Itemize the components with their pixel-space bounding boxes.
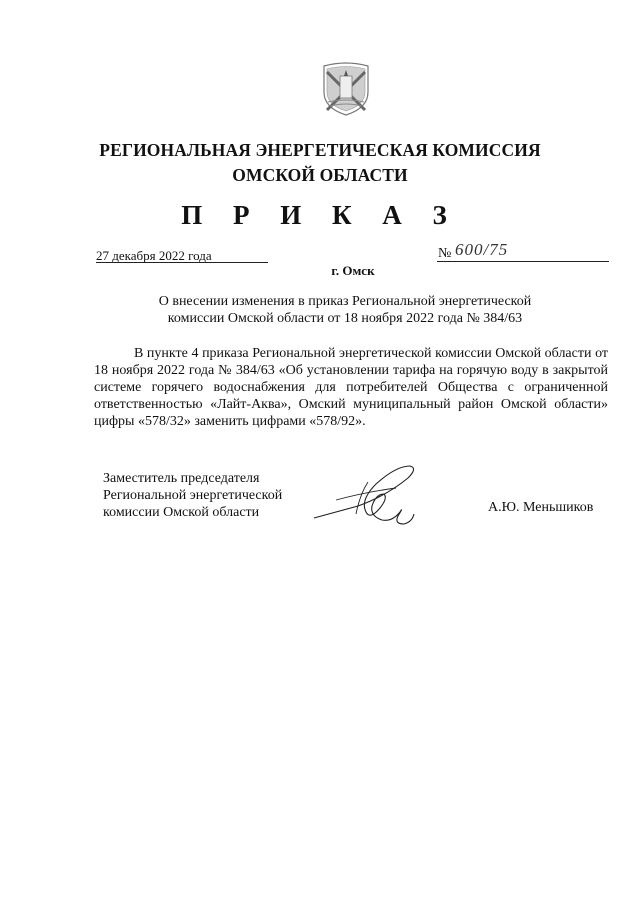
- document-number: 600/75: [455, 240, 509, 259]
- signatory-title-line3: комиссии Омской области: [103, 505, 260, 520]
- subject-line1: О внесении изменения в приказ Региональной энергетической: [158, 294, 532, 309]
- signatory-title: [103, 470, 282, 521]
- body-paragraph: В пункте 4 приказа Региональной энергетической комиссии Омской области от 18 ноября 2022 года № 384/63 «Об установлении тарифа на горячую воду в закрытой системе горячего водоснабжения для потребителей Общества с ограниченной ответственностью «Лайт-Аква», Омский муниципальный район Омской области» цифры «578/32» заменить цифрами «578/92».: [94, 346, 608, 429]
- org-name-line2: ОМСКОЙ ОБЛАСТИ: [232, 165, 408, 185]
- signatory-title-line2: Региональной энергетической: [103, 488, 283, 503]
- document-body: [94, 345, 608, 430]
- document-subject: [100, 293, 590, 327]
- number-sign: №: [438, 246, 452, 261]
- signatory-name: А.Ю. Меньшиков: [488, 500, 594, 515]
- signatory-title-line1: Заместитель председателя: [103, 471, 260, 486]
- document-date: 27 декабря 2022 года: [96, 248, 212, 263]
- org-name-line1: РЕГИОНАЛЬНАЯ ЭНЕРГЕТИЧЕСКАЯ КОМИССИЯ: [99, 140, 541, 160]
- handwritten-signature-icon: [296, 454, 436, 534]
- city: г. Омск: [331, 263, 375, 278]
- document-type-title: П Р И К А З: [181, 200, 459, 230]
- coat-of-arms-icon: [318, 58, 374, 118]
- number-underline: [437, 261, 609, 262]
- subject-line2: комиссии Омской области от 18 ноября 2022 года № 384/63: [167, 311, 523, 326]
